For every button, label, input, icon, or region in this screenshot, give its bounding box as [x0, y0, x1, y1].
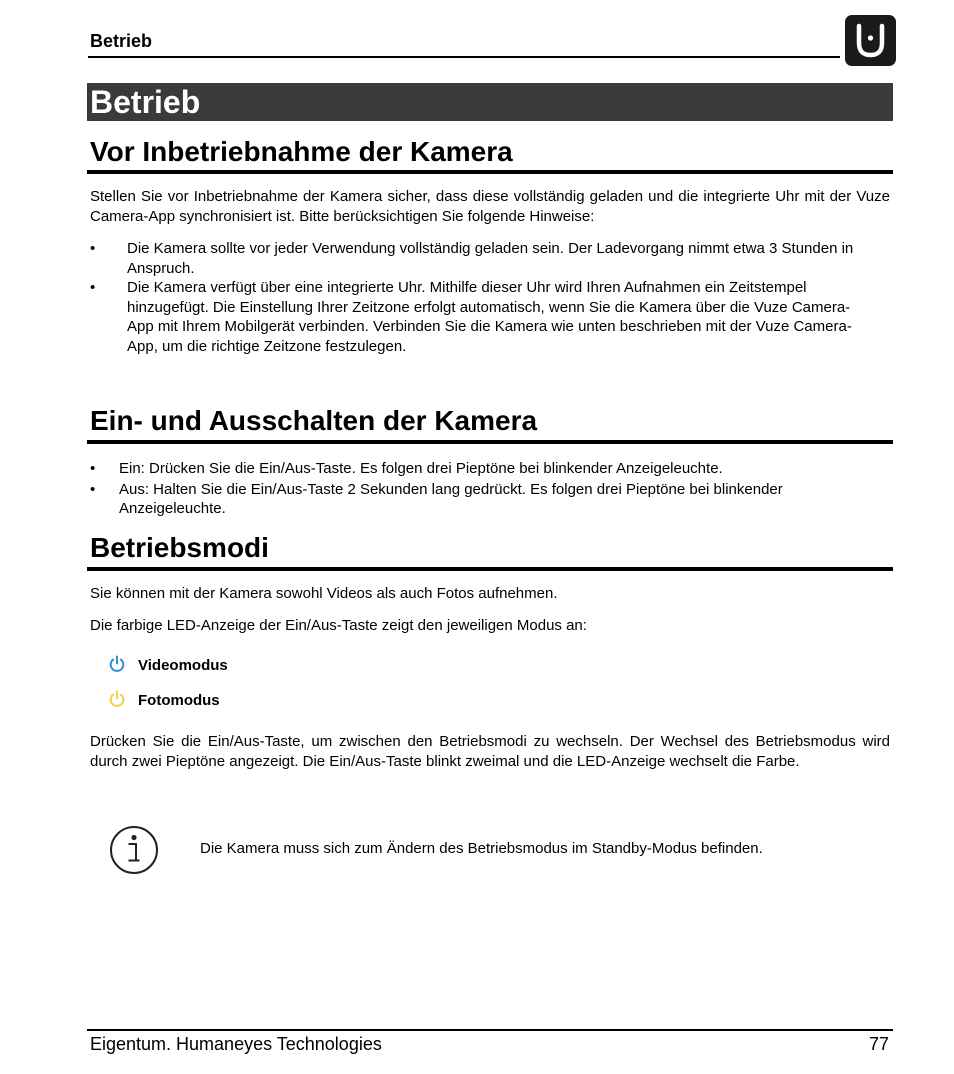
- chapter-title: Betrieb: [90, 84, 201, 120]
- chapter-banner: [87, 83, 893, 121]
- power-icon-blue: [108, 655, 126, 673]
- power-icon-yellow: [108, 690, 126, 708]
- list-item: • Aus: Halten Sie die Ein/Aus-Taste 2 Sekunden lang gedrückt. Es folgen drei Pieptöne bei blinkender Anzeigeleuchte.: [90, 480, 783, 517]
- modes-paragraph-3: Drücken Sie die Ein/Aus-Taste, um zwischen den Betriebsmodi zu wechseln. Der Wechsel des Betriebsmodus wird durch zwei Pieptöne angezeigt. Die Ein/Aus-Taste blinkt zweimal und die LED-Anzeige wechselt die Farbe.: [90, 733, 890, 770]
- info-note: Die Kamera muss sich zum Ändern des Betriebsmodus im Standby-Modus befinden.: [200, 840, 763, 857]
- vuze-logo-icon: [845, 15, 896, 66]
- section-rule: [87, 170, 893, 174]
- running-header: Betrieb: [90, 31, 153, 51]
- bullet-icon: •: [90, 460, 96, 477]
- section-rule: [87, 567, 893, 571]
- info-icon: [106, 822, 162, 878]
- mode-label: Fotomodus: [138, 692, 220, 709]
- section-heading-betriebsmodi: Betriebsmodi: [90, 532, 269, 563]
- list-item: • Ein: Drücken Sie die Ein/Aus-Taste. Es folgen drei Pieptöne bei blinkender Anzeigeleuchte.: [90, 460, 723, 477]
- section-heading-inbetriebnahme: Vor Inbetriebnahme der Kamera: [90, 136, 513, 167]
- page-number: 77: [868, 1034, 889, 1054]
- list-item: • Die Kamera verfügt über eine integrierte Uhr. Mithilfe dieser Uhr wird Ihren Aufnahmen ein Zeitstempel hinzugefügt. Die Einstellung Ihrer Zeitzone erfolgt automatisch, wenn Sie die Kamera über die Vuze Camera-App mit Ihrem Mobilgerät verbinden. Verbinden Sie die Kamera wie unten beschrieben mit der Vuze Camera-App, um die richtige Zeitzone festzulegen.: [90, 279, 852, 355]
- mode-label: Videomodus: [138, 657, 228, 674]
- modes-paragraph-1: Sie können mit der Kamera sowohl Videos als auch Fotos aufnehmen.: [90, 585, 558, 602]
- list-item: • Die Kamera sollte vor jeder Verwendung vollständig geladen sein. Der Ladevorgang nimmt etwa 3 Stunden in Anspruch.: [90, 240, 854, 277]
- bullet-list-ein-aus: [90, 459, 880, 519]
- intro-paragraph: Stellen Sie vor Inbetriebnahme der Kamera sicher, dass diese vollständig geladen und die integrierte Uhr mit der Vuze Camera-App synchronisiert ist. Bitte berücksichtigen Sie folgende Hinweise:: [90, 188, 890, 225]
- bullet-icon: •: [90, 480, 96, 498]
- footer-copyright: Eigentum. Humaneyes Technologies: [90, 1034, 382, 1054]
- bullet-list-inbetriebnahme: [90, 239, 862, 356]
- bullet-icon: •: [90, 279, 96, 296]
- modes-paragraph-2: Die farbige LED-Anzeige der Ein/Aus-Taste zeigt den jeweiligen Modus an:: [90, 617, 587, 634]
- footer-rule: [87, 1029, 893, 1031]
- section-rule: [87, 440, 893, 444]
- bullet-icon: •: [90, 240, 96, 257]
- section-heading-ein-aus: Ein- und Ausschalten der Kamera: [90, 405, 538, 436]
- header-rule: [88, 56, 840, 58]
